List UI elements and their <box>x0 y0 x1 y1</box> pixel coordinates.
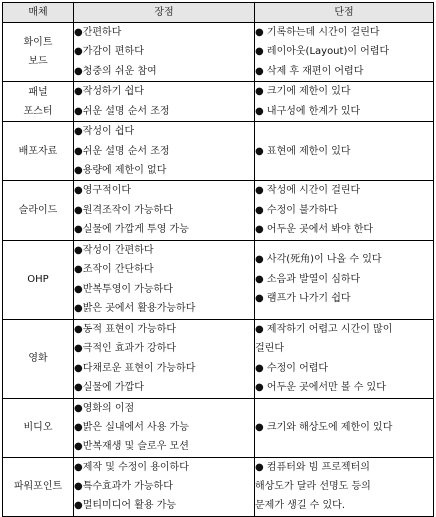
cons-item: ● 램프가 나가기 쉽다 <box>255 293 351 305</box>
media-name-cell <box>3 398 74 457</box>
cons-item: ● 삭제 후 재편이 어렵다 <box>255 65 364 77</box>
table-header-row <box>3 3 434 23</box>
table-row <box>3 240 434 319</box>
media-name-cell <box>3 181 74 240</box>
header-media: 매체 <box>3 3 74 23</box>
media-name-line: OHP <box>27 274 49 286</box>
media-name-line: 포스터 <box>23 105 53 117</box>
pros-item: ●작성이 간편하다 <box>74 244 154 256</box>
media-name-line: 보드 <box>28 56 48 68</box>
pros-cell <box>74 122 255 181</box>
bullet-icon: ● <box>255 185 267 197</box>
cons-item: ● 어두운 곳에서 봐야 한다 <box>255 224 374 236</box>
bullet-icon: ● <box>74 381 83 393</box>
cons-item: ● 수정이 불가하다 <box>255 204 338 216</box>
header-pros: 장점 <box>74 3 255 23</box>
pros-item: ●원격조작이 가능하다 <box>74 204 173 216</box>
bullet-icon: ● <box>74 362 83 374</box>
bullet-icon: ● <box>255 86 267 98</box>
bullet-icon: ● <box>255 224 267 236</box>
cons-item: ● 수정이 어렵다 <box>255 362 329 374</box>
pros-item: ●다채로운 표현이 가능하다 <box>74 362 196 374</box>
table-row <box>3 398 434 457</box>
table-row <box>3 457 434 516</box>
pros-item: ●제작 및 수정이 용이하다 <box>74 461 189 473</box>
pros-cell <box>74 398 255 457</box>
bullet-icon: ● <box>74 204 83 216</box>
media-name-line: 패널 <box>28 86 48 98</box>
bullet-icon: ● <box>255 105 267 117</box>
bullet-icon: ● <box>74 65 83 77</box>
bullet-icon: ● <box>74 126 83 138</box>
pros-item: ●청중의 쉬운 참여 <box>74 65 157 77</box>
cons-cell <box>255 23 434 82</box>
media-name-line: 배포자료 <box>18 145 58 157</box>
pros-item: ●특수효과가 가능하다 <box>74 481 173 493</box>
pros-item: ●영화의 이점 <box>74 402 135 414</box>
pros-item: ●쉬운 설명 순서 조정 <box>74 145 170 157</box>
bullet-icon: ● <box>74 302 83 314</box>
pros-item: ●밝은 곳에서 활용가능하다 <box>74 302 196 314</box>
bullet-icon: ● <box>255 27 267 38</box>
bullet-icon: ● <box>255 273 267 285</box>
bullet-icon: ● <box>74 283 83 295</box>
bullet-icon: ● <box>255 254 267 266</box>
bullet-icon: ● <box>74 244 83 256</box>
bullet-icon: ● <box>74 27 83 38</box>
bullet-icon: ● <box>255 362 267 374</box>
cons-item-continuation: 걸린다 <box>255 343 284 355</box>
cons-cell <box>255 240 434 319</box>
media-name-cell <box>3 457 74 516</box>
cons-item-continuation: 해상도가 달라 선명도 등의 <box>255 481 371 493</box>
pros-item: ●실물에 가깝다 <box>74 381 144 393</box>
pros-item: ●조작이 간단하다 <box>74 264 154 276</box>
cons-item: ● 크기와 해상도에 제한이 있다 <box>255 421 393 433</box>
pros-item: ●쉬운 설명 순서 조정 <box>74 105 170 117</box>
bullet-icon: ● <box>255 323 267 335</box>
pros-item: ●가감이 편하다 <box>74 46 144 58</box>
bullet-icon: ● <box>74 46 83 58</box>
media-comparison-table <box>2 2 434 517</box>
bullet-icon: ● <box>255 204 267 216</box>
cons-item: ● 사각(死角)이 나올 수 있다 <box>255 254 382 266</box>
pros-item: ●멀티미디어 활용 가능 <box>74 500 177 512</box>
table-row <box>3 122 434 181</box>
media-name-line: 화이트 <box>23 37 53 49</box>
pros-item: ●용량에 제한이 없다 <box>74 164 167 176</box>
cons-cell <box>255 181 434 240</box>
bullet-icon: ● <box>74 421 83 433</box>
header-cons: 단점 <box>255 3 434 23</box>
bullet-icon: ● <box>74 481 83 493</box>
pros-item: ●영구적이다 <box>74 185 132 197</box>
media-name-cell <box>3 240 74 319</box>
bullet-icon: ● <box>74 86 83 98</box>
table-row <box>3 23 434 82</box>
bullet-icon: ● <box>74 105 83 117</box>
pros-cell <box>74 23 255 82</box>
pros-item: ●반복투영이 가능하다 <box>74 283 173 295</box>
bullet-icon: ● <box>255 46 267 58</box>
pros-item: ●간편하다 <box>74 27 122 38</box>
media-name-line: 슬라이드 <box>18 204 58 216</box>
bullet-icon: ● <box>74 185 83 197</box>
bullet-icon: ● <box>74 402 83 414</box>
cons-item: ● 기록하는데 시간이 걸린다 <box>255 27 380 38</box>
bullet-icon: ● <box>74 500 83 512</box>
bullet-icon: ● <box>255 421 267 433</box>
pros-cell <box>74 82 255 122</box>
media-name-line: 파워포인트 <box>13 481 63 493</box>
pros-item: ●반복재생 및 슬로우 모션 <box>74 441 189 453</box>
pros-cell <box>74 181 255 240</box>
cons-item: ● 내구성에 한계가 있다 <box>255 105 361 117</box>
media-name-cell <box>3 319 74 398</box>
cons-cell <box>255 398 434 457</box>
media-name-line: 비디오 <box>23 422 53 434</box>
media-comparison-document <box>2 2 434 517</box>
pros-item: ●작성하기 쉽다 <box>74 86 144 98</box>
bullet-icon: ● <box>74 264 83 276</box>
bullet-icon: ● <box>255 381 267 393</box>
pros-item: ●극적인 효과가 강하다 <box>74 343 177 355</box>
table-row <box>3 82 434 122</box>
cons-item-continuation: 문제가 생길 수 있다. <box>255 500 345 512</box>
cons-item: ● 제작하기 어렵고 시간이 많이 <box>255 323 393 335</box>
cons-item: ● 작성에 시간이 걸린다 <box>255 185 361 197</box>
cons-item: ● 어두운 곳에서만 볼 수 있다 <box>255 381 386 393</box>
cons-cell <box>255 82 434 122</box>
pros-item: ●동적 표현이 가능하다 <box>74 323 177 335</box>
pros-cell <box>74 457 255 516</box>
media-name-cell <box>3 122 74 181</box>
bullet-icon: ● <box>255 461 267 473</box>
pros-item: ●밝은 실내에서 사용 가능 <box>74 421 189 433</box>
bullet-icon: ● <box>255 145 267 157</box>
media-name-line: 영화 <box>28 353 48 365</box>
media-name-cell <box>3 23 74 82</box>
cons-item: ● 레이아웃(Layout)이 어렵다 <box>255 46 390 58</box>
pros-cell <box>74 240 255 319</box>
bullet-icon: ● <box>74 164 83 176</box>
bullet-icon: ● <box>74 323 83 335</box>
pros-item: ●작성이 쉽다 <box>74 126 135 138</box>
cons-item: ● 크기에 제한이 있다 <box>255 86 351 98</box>
table-row <box>3 319 434 398</box>
cons-item: ● 컴퓨터와 빔 프로젝터의 <box>255 461 370 473</box>
pros-item: ●실물에 가깝게 투영 가능 <box>74 224 189 236</box>
bullet-icon: ● <box>74 224 83 236</box>
bullet-icon: ● <box>255 293 267 305</box>
cons-item: ● 표현에 제한이 있다 <box>255 145 351 157</box>
pros-cell <box>74 319 255 398</box>
bullet-icon: ● <box>74 441 83 453</box>
cons-cell <box>255 457 434 516</box>
cons-cell <box>255 122 434 181</box>
bullet-icon: ● <box>74 145 83 157</box>
bullet-icon: ● <box>74 461 83 473</box>
cons-cell <box>255 319 434 398</box>
bullet-icon: ● <box>74 343 83 355</box>
cons-item: ● 소음과 발열이 심하다 <box>255 273 361 285</box>
bullet-icon: ● <box>255 65 267 77</box>
table-row <box>3 181 434 240</box>
media-name-cell <box>3 82 74 122</box>
